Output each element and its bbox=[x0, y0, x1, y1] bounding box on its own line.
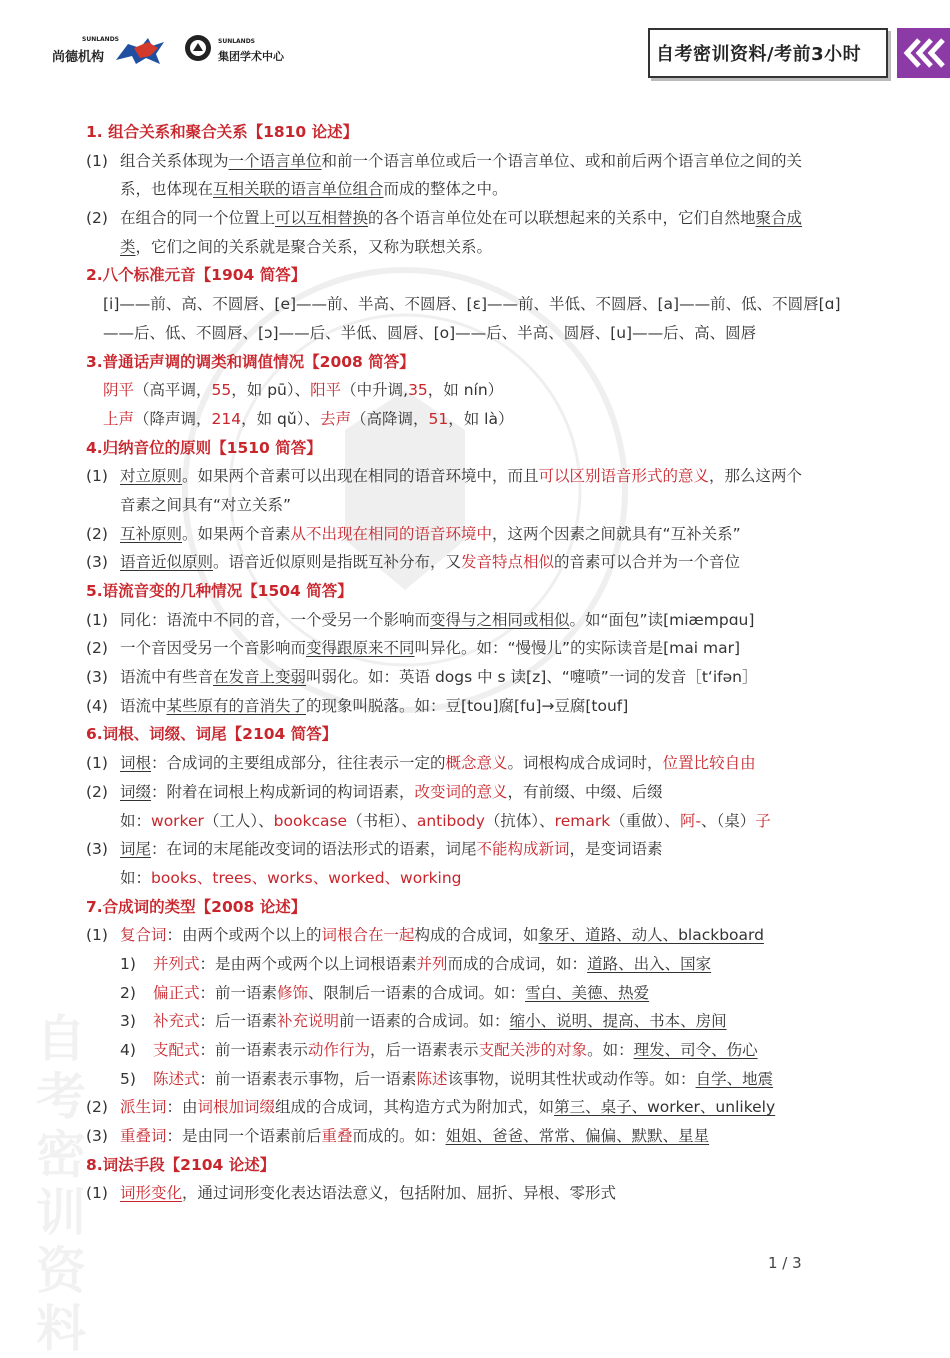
s7-q3: 3) 补充式：后一语素补充说明前一语素的合成词。如：缩小、说明、提高、书本、房间 bbox=[120, 1012, 727, 1031]
section-1-title: 1. 组合关系和聚合关系【1810 论述】 bbox=[86, 123, 359, 141]
s5-p2: (2) 一个音因受另一个音影响而变得跟原来不同叫异化。如：“慢慢儿”的实际读音是[mai mar] bbox=[86, 639, 740, 658]
s4-p1-line2: 音素之间具有“对立关系” bbox=[120, 495, 292, 514]
s6-p2: (2) 词缀：附着在词根上构成新词的构词语素，改变词的意义，有前缀、中缀、后缀 bbox=[86, 782, 663, 801]
item-text: 系，也体现在互相关联的语言单位组合而成的整体之中。 bbox=[120, 180, 508, 199]
s7-q5: 5) 陈述式：前一语素表示事物，后一语素陈述该事物，说明其性状或动作等。如：自学、地震 bbox=[120, 1069, 774, 1088]
s2-line2: ——后、低、不圆唇、[ɔ]——后、半低、圆唇、[o]——后、半高、圆唇、[u]——后、高、圆唇 bbox=[103, 323, 757, 342]
s1-p1-line1 bbox=[86, 147, 876, 176]
section-5-title: 5.语流音变的几种情况【1504 简答】 bbox=[86, 582, 353, 600]
section-3-title: 3.普通话声调的调类和调值情况【2008 简答】 bbox=[86, 352, 415, 371]
s4-p2: (2) 互补原则。如果两个音素从不出现在相同的语音环境中，这两个因素之间就具有“互补关系” bbox=[86, 524, 741, 543]
s8-p1: (1) 词形变化，通过词形变化表达语法意义，包括附加、屈折、异根、零形式 bbox=[86, 1184, 617, 1203]
s7-p1: (1) 复合词：由两个或两个以上的词根合在一起构成的合成词，如象牙、道路、动人、blackboard bbox=[86, 926, 764, 945]
bull-logo-icon bbox=[114, 34, 166, 66]
content bbox=[86, 118, 876, 1208]
s1-p2-line2 bbox=[86, 233, 876, 262]
s2-line1: [i]——前、高、不圆唇、[e]——前、半高、不圆唇、[ε]——前、半低、不圆唇、[a]——前、低、不圆唇[ɑ] bbox=[103, 295, 841, 314]
item-text: 在组合的同一个位置上可以互相替换的各个语言单位处在可以联想起来的关系中，它们自然地聚合成 bbox=[120, 209, 803, 228]
s5-p4: (4) 语流中某些原有的音消失了的现象叫脱落。如：豆[tou]腐[fu]→豆腐[touf] bbox=[86, 696, 629, 715]
badge-text: 自考密训资料/考前3小时 bbox=[656, 44, 862, 65]
s3-line1: 阴平（高平调，55，如 pū）、阳平（中升调,35，如 nín） bbox=[103, 381, 504, 400]
item-text: 类，它们之间的关系就是聚合关系，又称为联想关系。 bbox=[120, 237, 493, 256]
section-2-title: 2.八个标准元音【1904 简答】 bbox=[86, 266, 307, 285]
s6-p3: (3) 词尾：在词的末尾能改变词的语法形式的语素，词尾不能构成新词，是变词语素 bbox=[86, 840, 663, 859]
header-badge bbox=[648, 28, 888, 78]
sunlands-logo bbox=[52, 34, 172, 66]
s7-q2: 2) 偏正式：前一语素修饰、限制后一语素的合成词。如：雪白、美德、热爱 bbox=[120, 983, 650, 1002]
s4-p3: (3) 语音近似原则。语音近似原则是指既互补分布，又发音特点相似的音素可以合并为一个音位 bbox=[86, 553, 741, 572]
academic-center-logo bbox=[184, 34, 304, 66]
crest-icon bbox=[184, 34, 212, 62]
logo-left-name: 尚德机构 bbox=[52, 50, 105, 65]
header-chevrons bbox=[897, 28, 950, 78]
section-7-title: 7.合成词的类型【2008 论述】 bbox=[86, 897, 307, 916]
item-text: 组合关系体现为一个语言单位和前一个语言单位或后一个语言单位、或和前后两个语言单位之间的关 bbox=[120, 151, 803, 170]
section-4-title: 4.归纳音位的原则【1510 简答】 bbox=[86, 438, 322, 457]
s5-p1: (1) 同化：语流中不同的音，一个受另一个影响而变得与之相同或相似。如“面包”读[miæmpɑu] bbox=[86, 610, 755, 629]
watermark-text: 自考密训资料 bbox=[36, 1010, 86, 1358]
s7-q1: 1) 并列式：是由两个或两个以上词根语素并列而成的合成词，如：道路、出入、国家 bbox=[120, 954, 712, 973]
section-6-title: 6.词根、词缀、词尾【2104 简答】 bbox=[86, 725, 338, 744]
s3-line2: 上声（降声调，214，如 qǔ）、去声（高降调，51，如 là） bbox=[103, 409, 514, 428]
s7-p3: (3) 重叠词：是由同一个语素前后重叠而成的。如：姐姐、爸爸、常常、偏偏、默默、星星 bbox=[86, 1127, 710, 1146]
s1-p1-line2 bbox=[86, 175, 876, 204]
s6-p3-example: 如：books、trees、works、worked、working bbox=[120, 868, 462, 887]
s7-q4: 4) 支配式：前一语素表示动作行为，后一语素表示支配关涉的对象。如：理发、司令、伤心 bbox=[120, 1041, 758, 1059]
page-number: 1 / 3 bbox=[768, 1254, 802, 1272]
logo-left-tiny: SUNLANDS bbox=[82, 36, 120, 43]
s1-p2-line1 bbox=[86, 204, 876, 233]
s6-p1: (1) 词根：合成词的主要组成部分，往往表示一定的概念意义。词根构成合成词时，位置比较自由 bbox=[86, 754, 756, 773]
s4-p1-line1: (1) 对立原则。如果两个音素可以出现在相同的语音环境中，而且可以区别语音形式的意义，那么这两个 bbox=[86, 467, 803, 486]
s7-p2: (2) 派生词：由词根加词缀组成的合成词，其构造方式为附加式，如第三、桌子、worker、unlikely bbox=[86, 1098, 776, 1117]
item-number: (2) bbox=[86, 209, 108, 228]
logo-right-tiny: SUNLANDS bbox=[218, 38, 256, 45]
logo-right-name: 集团学术中心 bbox=[218, 50, 284, 63]
section-8-title: 8.词法手段【2104 论述】 bbox=[86, 1155, 276, 1174]
s6-p2-example: 如：worker（工人）、bookcase（书柜）、antibody（抗体）、remark（重做）、阿-、（桌）子 bbox=[120, 811, 771, 830]
double-chevron-left-icon bbox=[897, 28, 950, 78]
s5-p3: (3) 语流中有些音在发音上变弱叫弱化。如：英语 dogs 中 s 读[z]、“嚏喷”一词的发音［tʻifən］ bbox=[86, 668, 758, 687]
item-number: (1) bbox=[86, 151, 108, 170]
